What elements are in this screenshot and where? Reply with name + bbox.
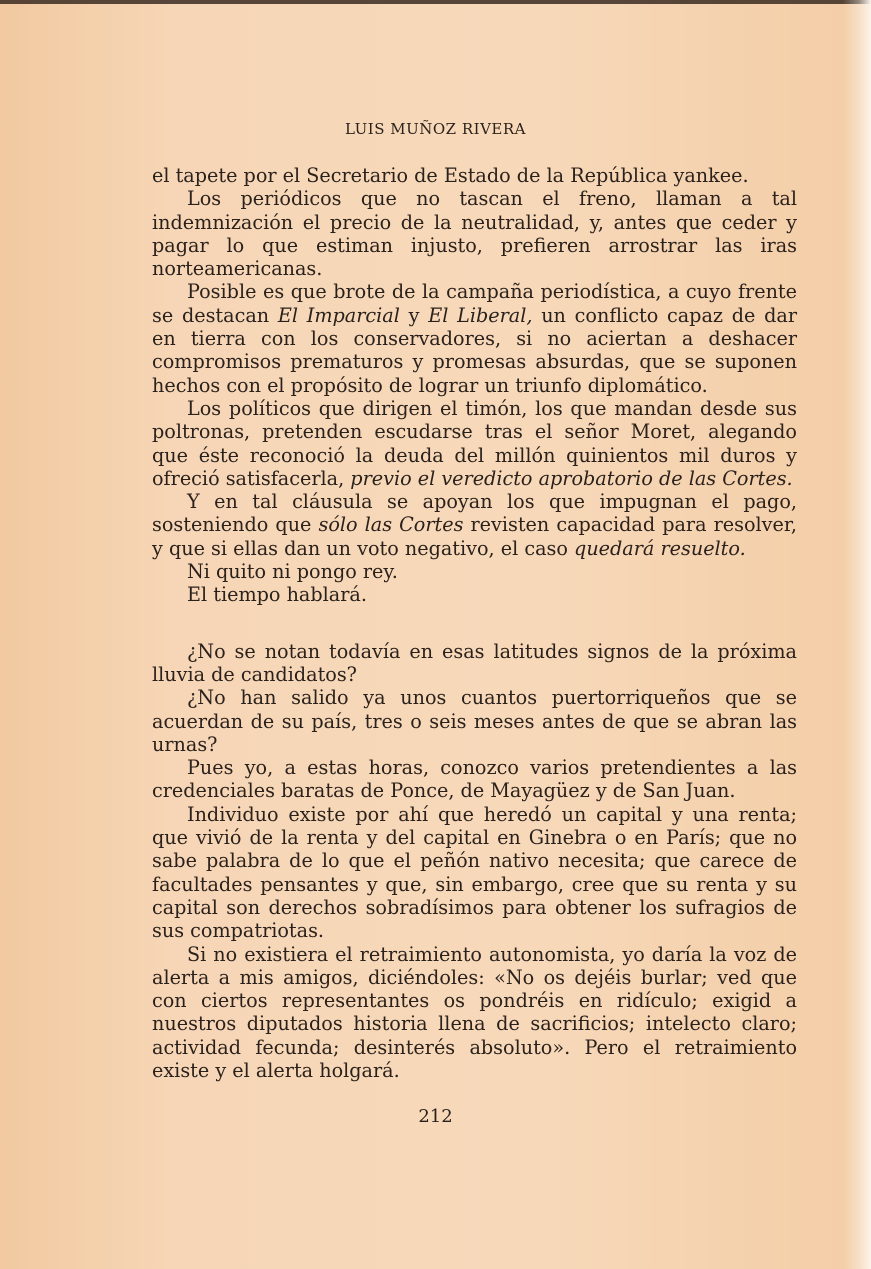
- italic-text: El Liberal,: [428, 303, 533, 327]
- paragraph: [152, 280, 797, 396]
- text-segment: y: [399, 303, 429, 327]
- text-segment: Y en tal cláusula se apoyan los que impugnan el pago, sosteniendo que: [152, 490, 797, 537]
- text-segment: ¿No se notan todavía en esas latitudes signos de la próxima lluvia de candidatos?: [152, 639, 797, 686]
- paragraph: [152, 943, 797, 1083]
- text-segment: Los periódicos que no tascan el freno, llaman a tal indemnización el precio de la neutralidad, y, antes que ceder y pagar lo que estiman injusto, prefieren arrostrar las iras norteamericanas.: [152, 187, 797, 281]
- italic-text: sólo las Cortes: [318, 513, 464, 537]
- page-right-edge: [843, 0, 871, 1269]
- paragraph: [152, 686, 797, 756]
- paragraph: [152, 490, 797, 560]
- text-segment: un conflicto capaz de dar en tierra con los conservadores, si no aciertan a deshacer compromisos prematuros y promesas absurdas, que se suponen hechos con el propósito de lograr un triunfo diplomático.: [152, 303, 798, 397]
- paragraph: [152, 583, 797, 606]
- text-segment: Ni quito ni pongo rey.: [187, 560, 398, 584]
- text-segment: ¿No han salido ya unos cuantos puertorriqueños que se acuerdan de su país, tres o seis meses antes de que se abran las urnas?: [152, 686, 797, 756]
- italic-text: quedará resuelto.: [574, 536, 746, 560]
- section-break: [152, 607, 797, 640]
- running-header: LUIS MUÑOZ RIVERA: [345, 120, 526, 138]
- paragraph: [152, 560, 797, 583]
- paragraph: [152, 164, 797, 187]
- italic-text: previo el veredicto aprobatorio de las Cortes.: [350, 466, 793, 490]
- page-top-edge: [0, 0, 871, 4]
- text-segment: Individuo existe por ahí que heredó un capital y una renta; que vivió de la renta y del capital en Ginebra o en París; que no sabe palabra de lo que el peñón nativo necesita; que carece de facultades pensantes y que, sin embargo, cree que su renta y su capital son derechos sobradísimos para obtener los sufragios de sus compatriotas.: [152, 802, 797, 943]
- paragraph: [152, 756, 797, 803]
- text-segment: Si no existiera el retraimiento autonomista, yo daría la voz de alerta a mis amigos, diciéndoles: «No os dejéis burlar; ved que con ciertos representantes os pondréis en ridículo; exigid a nuestros diputados historia llena de sacrificios; intelecto claro; actividad fecunda; desinterés absoluto». Pero el retraimiento existe y el alerta holgará.: [152, 942, 797, 1082]
- italic-text: El Imparcial: [277, 303, 400, 327]
- paragraph: [152, 640, 797, 687]
- paragraph: [152, 803, 797, 943]
- text-segment: Posible es que brote de la campaña periodística, a cuyo frente se destacan: [152, 280, 797, 327]
- body-text: [152, 164, 797, 1082]
- text-segment: el tapete por el Secretario de Estado de la República yankee.: [152, 164, 749, 187]
- text-segment: revisten capacidad para resolver, y que si ellas dan un voto negativo, el caso: [152, 513, 798, 560]
- paragraph: [152, 397, 797, 490]
- page-number: 212: [418, 1106, 453, 1127]
- paragraph: [152, 187, 797, 280]
- text-segment: Los políticos que dirigen el timón, los que mandan desde sus poltronas, pretenden escudarse tras el señor Moret, alegando que éste reconoció la deuda del millón quinientos mil duros y ofreció satisfacerla,: [152, 396, 797, 490]
- text-segment: El tiempo hablará.: [187, 583, 367, 607]
- text-segment: Pues yo, a estas horas, conozco varios pretendientes a las credenciales baratas de Ponce, de Mayagüez y de San Juan.: [152, 756, 797, 803]
